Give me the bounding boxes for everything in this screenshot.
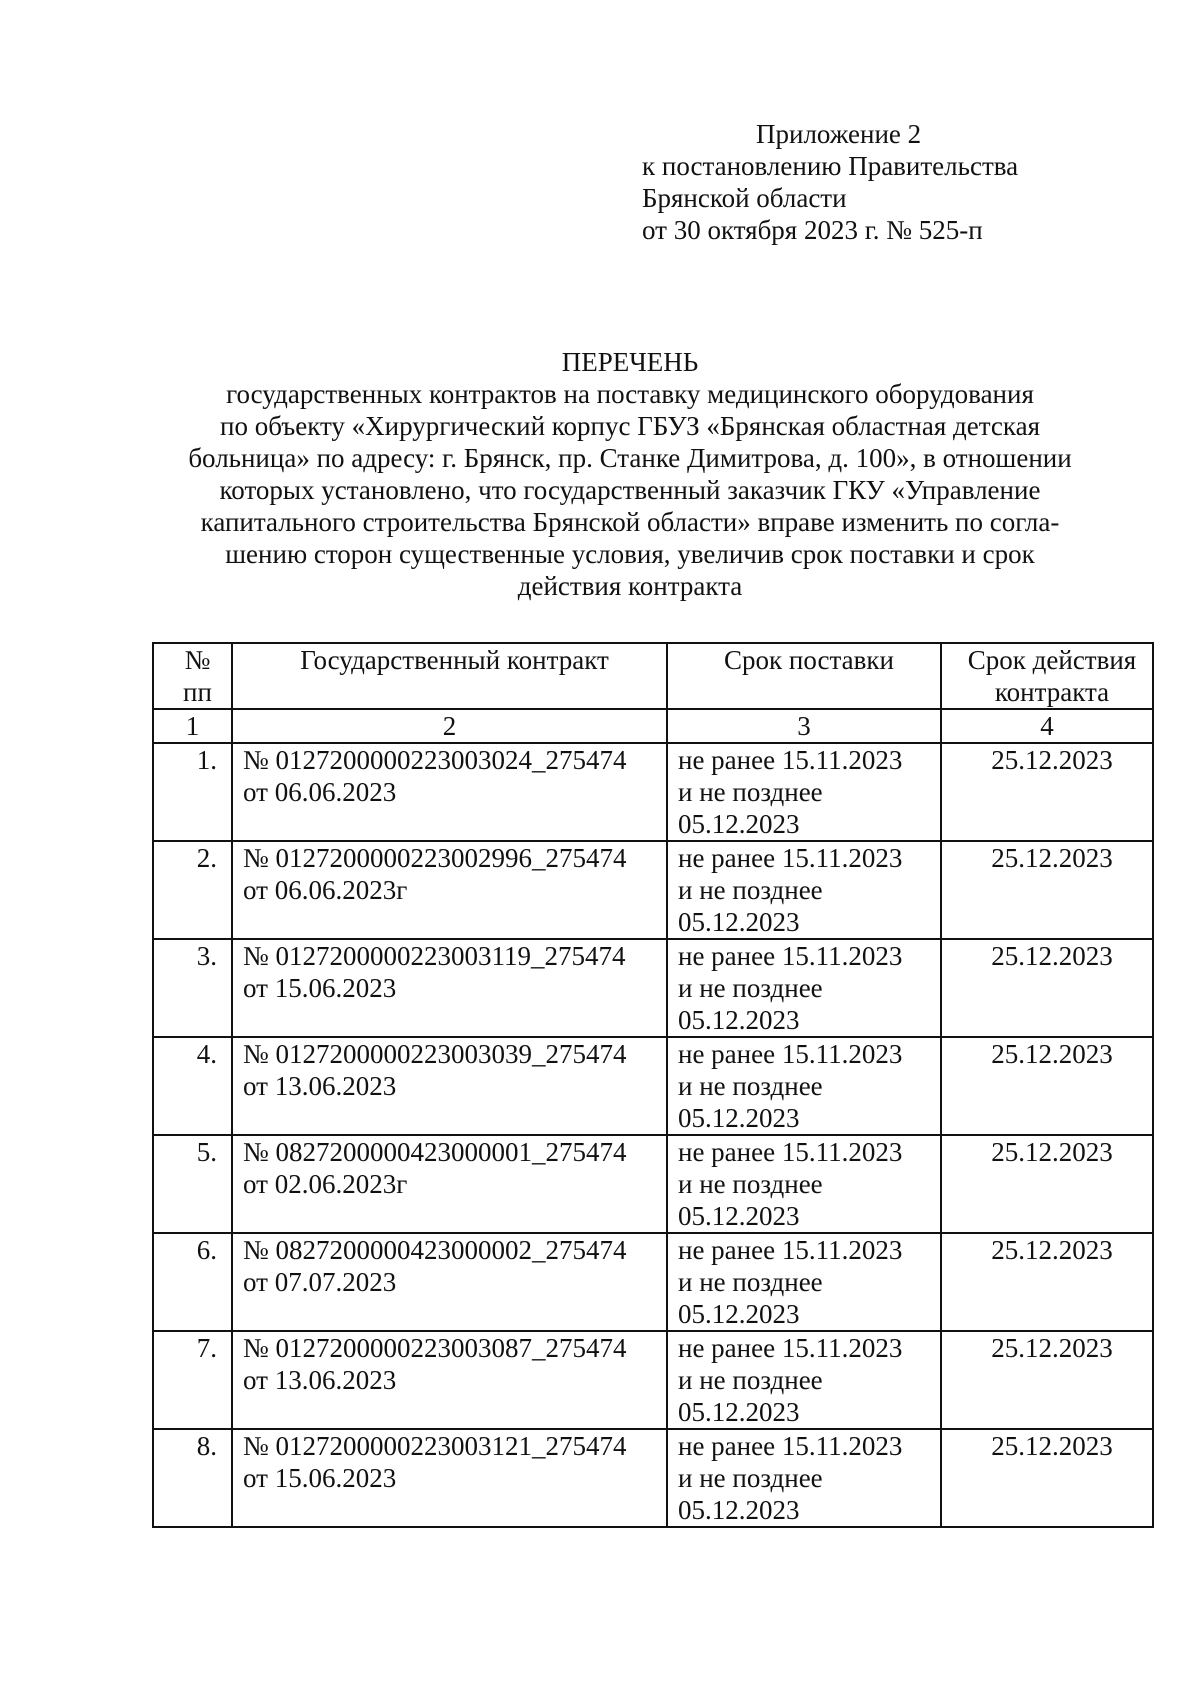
row-number: 4. [153,1037,232,1135]
validity-cell: 25.12.2023 [941,841,1153,939]
title-line: больница» по адресу: г. Брянск, пр. Станке Димитрова, д. 100», в отношении [188,443,1072,473]
title-line: по объекту «Хирургический корпус ГБУЗ «Брянская областная детская [220,411,1040,441]
appendix-line-2: к постановлению Правительства [642,151,1019,181]
column-number: 2 [232,709,667,743]
header-contract: Государственный контракт [232,643,667,709]
table-row [153,1135,1153,1233]
delivery-cell: не ранее 15.11.2023 и не позднее 05.12.2023 [667,1331,941,1429]
title-line: которых установлено, что государственный заказчик ГКУ «Управление [219,475,1041,505]
validity-cell: 25.12.2023 [941,939,1153,1037]
row-number: 7. [153,1331,232,1429]
delivery-cell: не ранее 15.11.2023 и не позднее 05.12.2023 [667,1037,941,1135]
delivery-cell: не ранее 15.11.2023 и не позднее 05.12.2023 [667,1233,941,1331]
header-number: № пп [153,643,232,709]
contract-cell: № 0127200000223003024_275474 от 06.06.2023 [232,743,667,841]
table-row [153,1429,1153,1527]
row-number: 8. [153,1429,232,1527]
title-line: государственных контрактов на поставку медицинского оборудования [226,379,1034,409]
header-delivery: Срок поставки [667,643,941,709]
row-number: 1. [153,743,232,841]
table-row [153,1331,1153,1429]
title-line: капитального строительства Брянской области» вправе изменить по согла- [200,507,1060,537]
appendix-line-1: Приложение 2 [756,119,922,149]
delivery-cell: не ранее 15.11.2023 и не позднее 05.12.2023 [667,939,941,1037]
validity-cell: 25.12.2023 [941,1135,1153,1233]
row-number: 6. [153,1233,232,1331]
row-number: 2. [153,841,232,939]
table-row [153,1037,1153,1135]
delivery-cell: не ранее 15.11.2023 и не позднее 05.12.2023 [667,1429,941,1527]
appendix-line-3: Брянской области [642,183,847,213]
table-row [153,939,1153,1037]
row-number: 3. [153,939,232,1037]
table-row [153,1233,1153,1331]
column-numbers-row [153,709,1153,743]
validity-cell: 25.12.2023 [941,1233,1153,1331]
contracts-table [152,642,1154,1528]
header-validity: Срок действия контракта [941,643,1153,709]
validity-cell: 25.12.2023 [941,1037,1153,1135]
validity-cell: 25.12.2023 [941,1331,1153,1429]
validity-cell: 25.12.2023 [941,743,1153,841]
row-number: 5. [153,1135,232,1233]
delivery-cell: не ранее 15.11.2023 и не позднее 05.12.2023 [667,743,941,841]
delivery-cell: не ранее 15.11.2023 и не позднее 05.12.2023 [667,841,941,939]
title-heading: ПЕРЕЧЕНЬ [561,347,699,377]
contract-cell: № 0827200000423000002_275474 от 07.07.2023 [232,1233,667,1331]
appendix-line-4: от 30 октября 2023 г. № 525-п [642,215,983,245]
table-row [153,841,1153,939]
table-row [153,743,1153,841]
title-line: шению сторон существенные условия, увеличив срок поставки и срок [225,539,1035,569]
validity-cell: 25.12.2023 [941,1429,1153,1527]
delivery-cell: не ранее 15.11.2023 и не позднее 05.12.2023 [667,1135,941,1233]
title-line: действия контракта [517,571,743,601]
column-number: 4 [941,709,1153,743]
appendix-block [642,118,1018,246]
contract-cell: № 0127200000223003119_275474 от 15.06.2023 [232,939,667,1037]
contract-cell: № 0127200000223002996_275474 от 06.06.2023г [232,841,667,939]
document-title [140,346,1120,602]
column-number: 1 [153,709,232,743]
contract-cell: № 0827200000423000001_275474 от 02.06.2023г [232,1135,667,1233]
column-number: 3 [667,709,941,743]
contract-cell: № 0127200000223003039_275474 от 13.06.2023 [232,1037,667,1135]
contract-cell: № 0127200000223003087_275474 от 13.06.2023 [232,1331,667,1429]
table-header-row [153,643,1153,709]
contract-cell: № 0127200000223003121_275474 от 15.06.2023 [232,1429,667,1527]
